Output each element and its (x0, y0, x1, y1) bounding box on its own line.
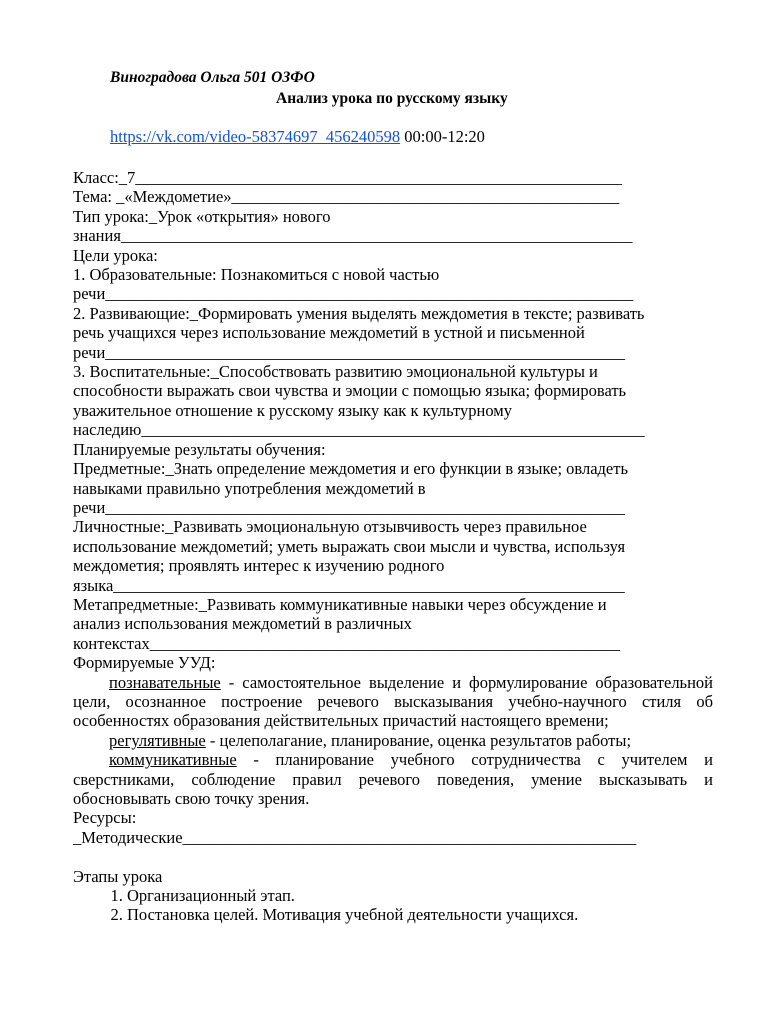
uud-label: Формируемые УУД: (73, 653, 216, 673)
stages-label: Этапы урока (73, 866, 163, 886)
stage-item: 2. Постановка целей. Мотивация учебной деятельности учащихся. (127, 905, 713, 924)
personal-results-line-4: языка______________________________________________________________ (73, 575, 625, 595)
goal-developing-line-3: речи_______________________________________________________________ (73, 342, 626, 362)
uud-communicative-term: коммуникативные (109, 750, 237, 770)
video-line (110, 127, 485, 147)
subject-results-line-1: Предметные:_Знать определение междометия и его функции в языке; овладеть (73, 459, 628, 479)
uud-cognitive-text: - самостоятельное выделение и формулирование образовательной цели, осознанное построение речевого высказывания учебно-научного стиля об особенностях образования действительных причастий настоящего времени; (73, 672, 713, 731)
goal-upbringing-line-1: 3. Воспитательные:_Способствовать развитию эмоциональной культуры и (73, 362, 598, 382)
uud-cognitive-term: познавательные (109, 672, 221, 692)
meta-results-line-2: анализ использования междометий в различных (73, 614, 412, 634)
lesson-type-line-1: Тип урока:_Урок «открытия» нового (73, 206, 331, 226)
uud-regulatory (73, 731, 713, 750)
document-title: Анализ урока по русскому языку (276, 90, 508, 107)
lesson-type-line-2: знания______________________________________________________________ (73, 226, 633, 246)
uud-cognitive (73, 673, 713, 731)
resources-methodical: _Методические_______________________________________________________ (73, 827, 637, 847)
resources-label: Ресурсы: (73, 808, 137, 828)
stages-list (73, 886, 713, 925)
goal-upbringing-line-3: уважительное отношение к русскому языку как к культурному (73, 400, 512, 420)
stage-item: 1. Организационный этап. (127, 886, 713, 905)
goal-developing-line-1: 2. Развивающие:_Формировать умения выделять междометия в тексте; развивать (73, 303, 645, 323)
uud-communicative-text: - планирование учебного сотрудничества с учителем и сверстниками, соблюдение правил речевого поведения, умение высказывать и обосновывать свою точку зрения. (73, 750, 713, 808)
topic-field: Тема: _«Междометие»_______________________________________________ (73, 187, 620, 207)
goal-developing-line-2: речь учащихся через использование междометий в устной и письменной (73, 323, 585, 343)
subject-results-line-2: навыками правильно употребления междометий в (73, 478, 426, 498)
personal-results-line-2: использование междометий; уметь выражать свои мысли и чувства, используя (73, 536, 626, 556)
personal-results-line-1: Личностные:_Развивать эмоциональную отзывчивость через правильное (73, 517, 587, 537)
video-time: 00:00-12:20 (400, 127, 485, 146)
personal-results-line-3: междометия; проявлять интерес к изучению родного (73, 556, 445, 576)
uud-communicative (73, 750, 713, 808)
uud-regulatory-text: - целеполагание, планирование, оценка результатов работы; (205, 730, 632, 750)
meta-results-line-3: контекстах_________________________________________________________ (73, 633, 620, 653)
subject-results-line-3: речи_______________________________________________________________ (73, 497, 626, 517)
planned-results-label: Планируемые результаты обучения: (73, 439, 326, 459)
author-line: Виноградова Ольга 501 ОЗФО (110, 69, 315, 86)
class-field: Класс:_7___________________________________________________________ (73, 168, 623, 187)
uud-regulatory-term: регулятивные (109, 730, 206, 750)
goal-educational-line-1: 1. Образовательные: Познакомиться с новой частью (73, 265, 440, 285)
meta-results-line-1: Метапредметные:_Развивать коммуникативные навыки через обсуждение и (73, 594, 607, 614)
goals-label: Цели урока: (73, 245, 158, 265)
video-link[interactable]: https://vk.com/video-58374697_456240598 (110, 127, 401, 146)
blank-line (73, 847, 713, 866)
goal-educational-line-2: речи________________________________________________________________ (73, 284, 634, 304)
lesson-form (73, 168, 713, 925)
goal-upbringing-line-2: способности выражать свои чувства и эмоции с помощью языка; формировать (73, 381, 627, 401)
goal-upbringing-line-4: наследию_____________________________________________________________ (73, 420, 645, 440)
